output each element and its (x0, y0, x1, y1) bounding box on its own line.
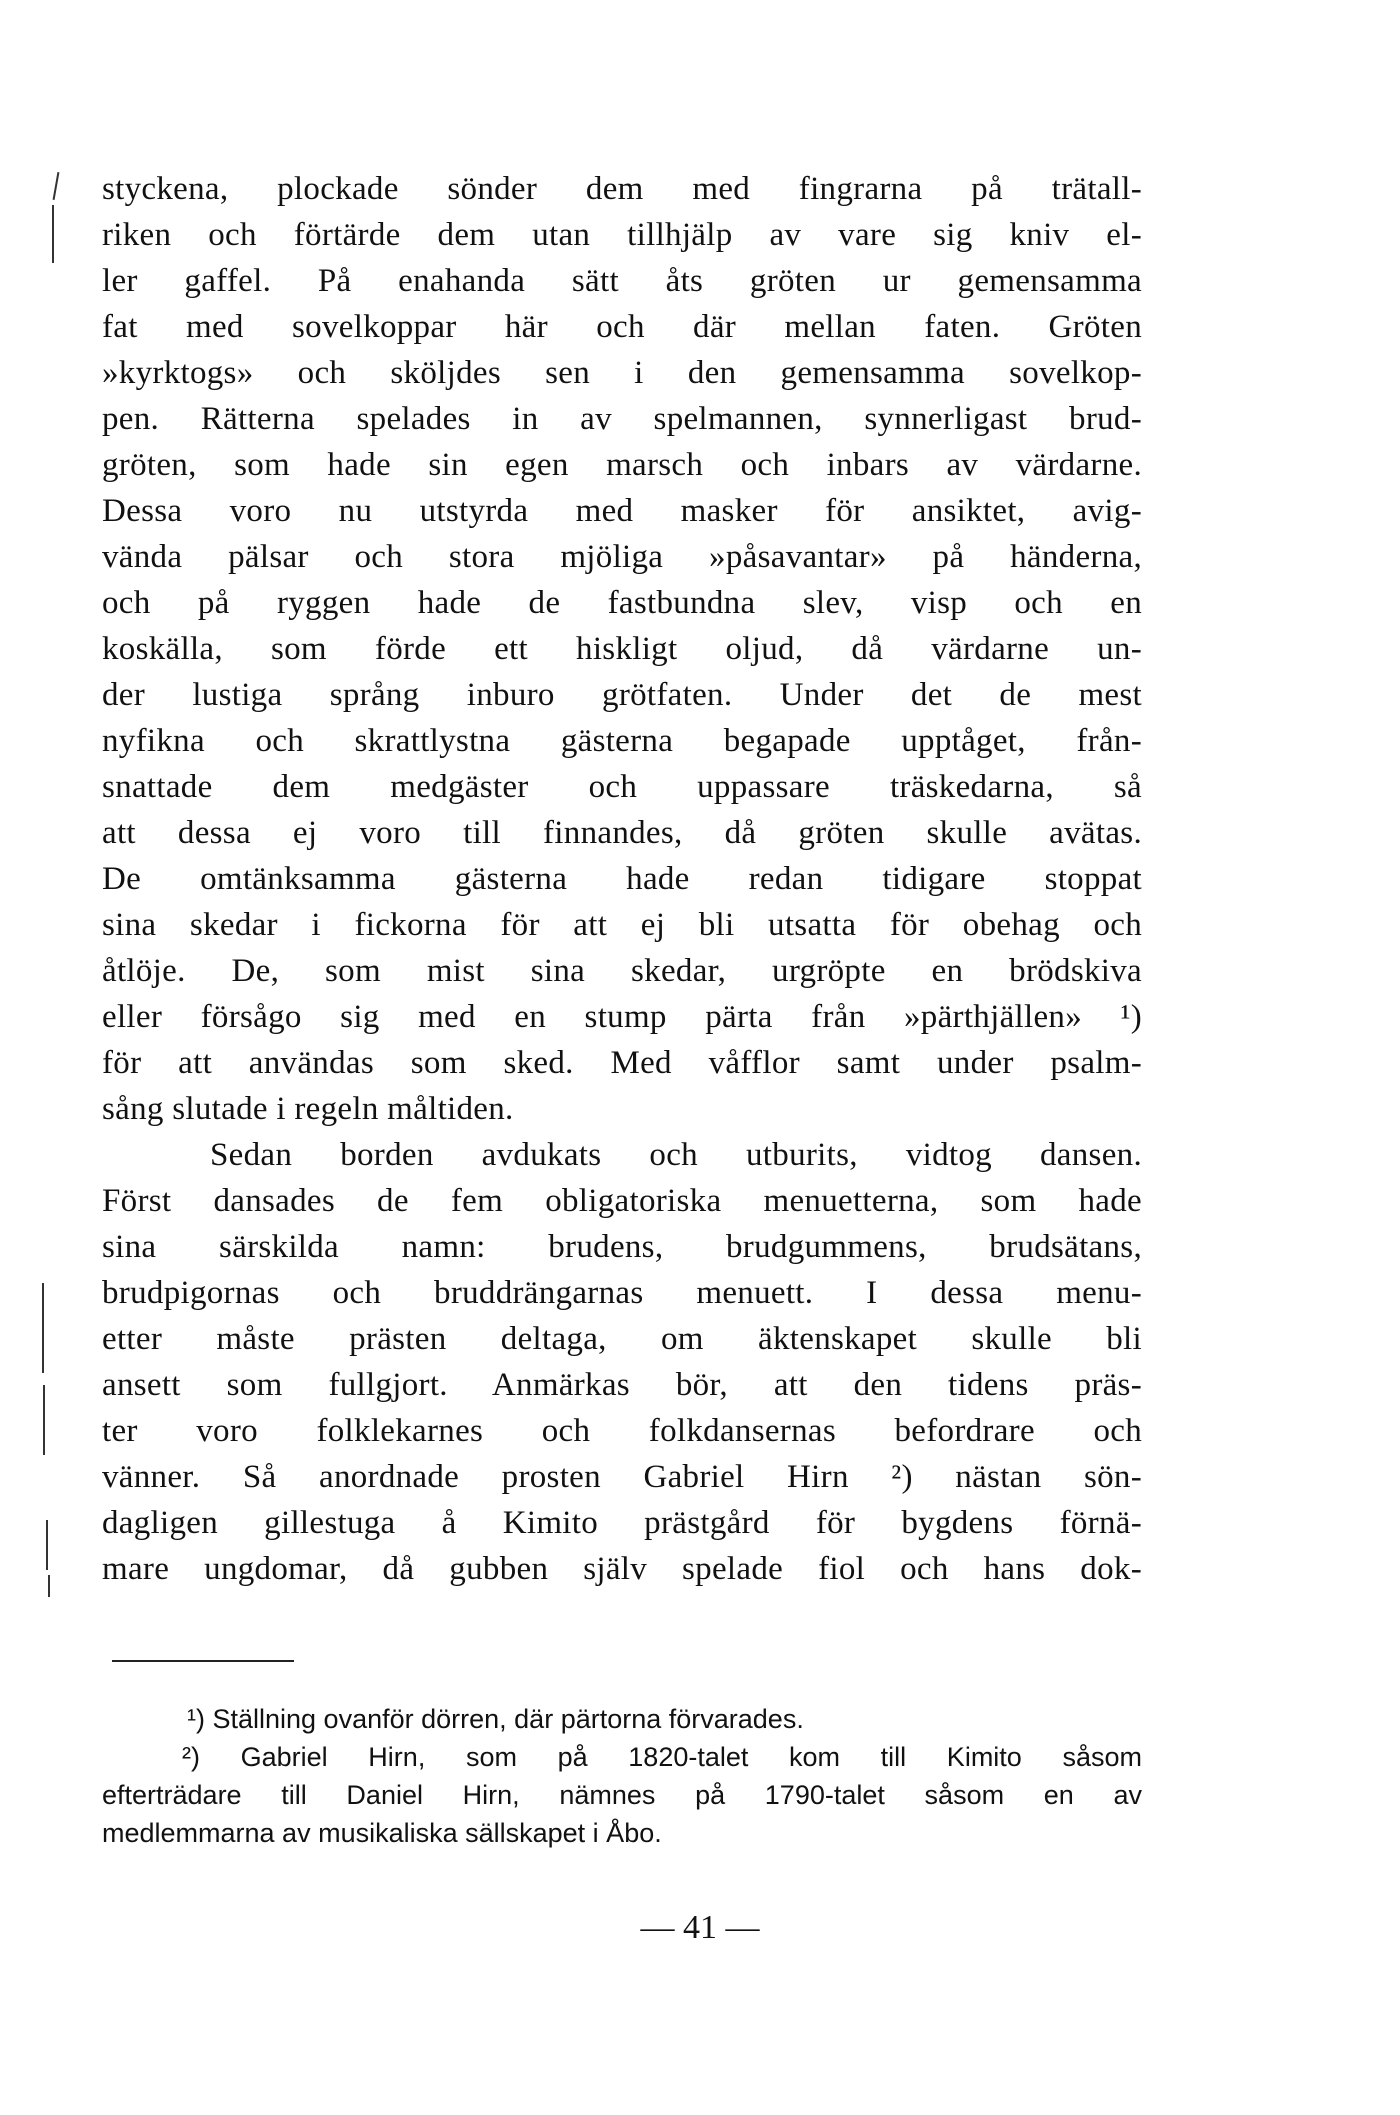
footnote-2-continued: medlemmarna av musikaliska sällskapet i Åbo. (102, 1818, 662, 1848)
text-line: riken och förtärde dem utan tillhjälp av vare sig kniv el- (102, 217, 1142, 253)
page-number: — 41 — (640, 1909, 760, 1946)
text-line: ansett som fullgjort. Anmärkas bör, att den tidens präs- (102, 1367, 1142, 1403)
margin-mark (43, 1385, 45, 1455)
text-line: Dessa voro nu utstyrda med masker för ansiktet, avig- (102, 493, 1142, 529)
footnote-1: ¹) Ställning ovanför dörren, där pärtorna förvarades. (187, 1704, 804, 1734)
margin-mark (42, 1283, 44, 1373)
text-line: etter måste prästen deltaga, om äktenskapet skulle bli (102, 1321, 1142, 1357)
text-line: ter voro folklekarnes och folkdansernas befordrare och (102, 1413, 1142, 1449)
text-line: »kyrktogs» och sköljdes sen i den gemensamma sovelkop- (102, 355, 1142, 391)
footnote-separator (112, 1660, 294, 1662)
text-line: gröten, som hade sin egen marsch och inbars av värdarne. (102, 447, 1142, 483)
text-line: dagligen gillestuga å Kimito prästgård för bygdens förnä- (102, 1505, 1142, 1541)
text-line: snattade dem medgäster och uppassare träskedarna, så (102, 769, 1142, 805)
text-line: sång slutade i regeln måltiden. (102, 1091, 514, 1127)
text-line: eller försågo sig med en stump pärta från »pärthjällen» ¹) (102, 999, 1142, 1035)
text-line: mare ungdomar, då gubben själv spelade fiol och hans dok- (102, 1551, 1142, 1587)
footnotes (102, 1700, 1142, 1852)
margin-mark (53, 172, 60, 200)
text-line: pen. Rätterna spelades in av spelmannen, synnerligast brud- (102, 401, 1142, 437)
margin-mark (48, 1575, 50, 1597)
text-line: Först dansades de fem obligatoriska menuetterna, som hade (102, 1183, 1142, 1219)
margin-mark (52, 205, 54, 263)
text-line: att dessa ej voro till finnandes, då gröten skulle avätas. (102, 815, 1142, 851)
body-text (102, 166, 1142, 1592)
text-line: Sedan borden avdukats och utburits, vidtog dansen. (210, 1137, 1142, 1173)
text-line: brudpigornas och bruddrängarnas menuett. I dessa menu- (102, 1275, 1142, 1311)
margin-mark (46, 1520, 48, 1570)
text-line: sina särskilda namn: brudens, brudgummens, brudsätans, (102, 1229, 1142, 1265)
text-line: De omtänksamma gästerna hade redan tidigare stoppat (102, 861, 1142, 897)
footnote-2-continued: efterträdare till Daniel Hirn, nämnes på 1790-talet såsom en av (102, 1780, 1142, 1810)
text-line: ler gaffel. På enahanda sätt åts gröten ur gemensamma (102, 263, 1142, 299)
text-line: koskälla, som förde ett hiskligt oljud, då värdarne un- (102, 631, 1142, 667)
text-line: der lustiga språng inburo grötfaten. Under det de mest (102, 677, 1142, 713)
text-line: vänner. Så anordnade prosten Gabriel Hirn ²) nästan sön- (102, 1459, 1142, 1495)
text-line: för att användas som sked. Med våfflor samt under psalm- (102, 1045, 1142, 1081)
footnote-2: ²) Gabriel Hirn, som på 1820-talet kom till Kimito såsom (182, 1742, 1142, 1772)
text-line: sina skedar i fickorna för att ej bli utsatta för obehag och (102, 907, 1142, 943)
text-line: fat med sovelkoppar här och där mellan faten. Gröten (102, 309, 1142, 345)
text-line: och på ryggen hade de fastbundna slev, visp och en (102, 585, 1142, 621)
text-line: styckena, plockade sönder dem med fingrarna på trätall- (102, 171, 1142, 207)
text-line: nyfikna och skrattlystna gästerna begapade upptåget, från- (102, 723, 1142, 759)
text-line: åtlöje. De, som mist sina skedar, urgröpte en brödskiva (102, 953, 1142, 989)
text-line: vända pälsar och stora mjöliga »påsavantar» på händerna, (102, 539, 1142, 575)
